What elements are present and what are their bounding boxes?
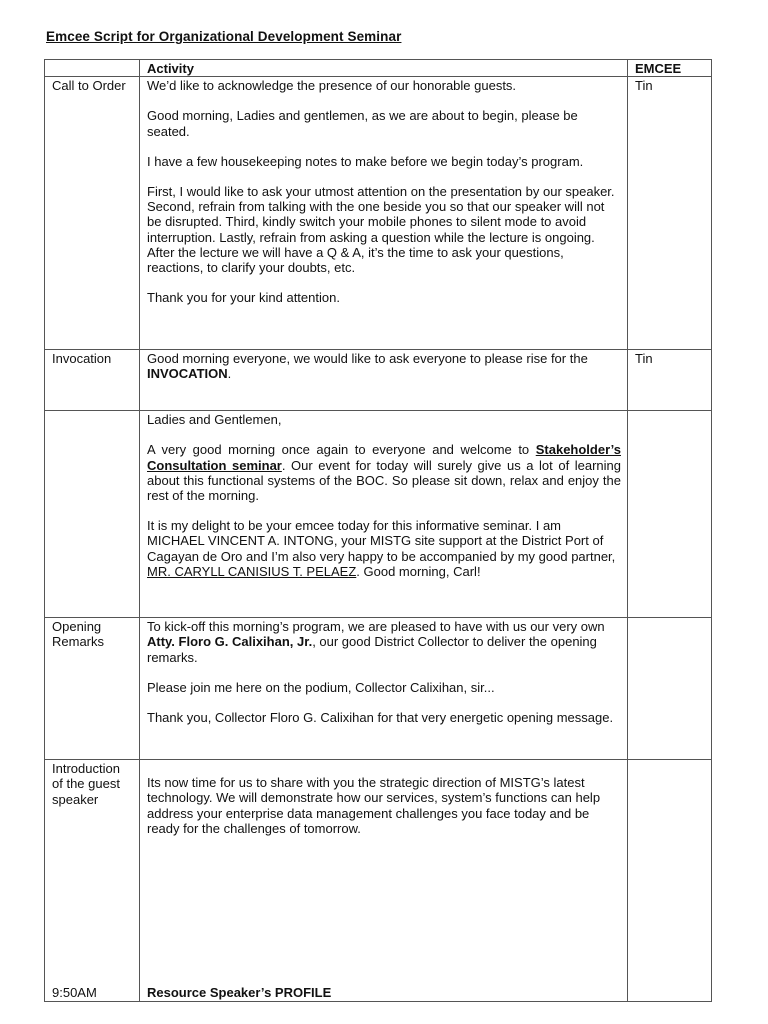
emcee-script-table	[44, 59, 712, 1002]
activity-cell	[140, 760, 628, 1002]
bold-underlined-text: Stakeholder’s Consultation seminar	[147, 442, 621, 473]
resource-speaker-profile-heading: Resource Speaker’s PROFILE	[147, 985, 332, 1000]
paragraph: Thank you for your kind attention.	[147, 290, 340, 306]
row-label: Invocation	[45, 350, 140, 411]
paragraph: We’d like to acknowledge the presence of our honorable guests.	[147, 78, 517, 94]
emcee-cell: Tin	[628, 350, 712, 411]
row-label-text: Introduction of the guest speaker	[52, 761, 120, 807]
underlined-text: MR. CARYLL CANISIUS T. PELAEZ	[147, 563, 357, 579]
activity-cell	[140, 350, 628, 411]
paragraph: First, I would like to ask your utmost attention on the presentation by our speaker. Second, refrain from talking with the one beside you so that our speaker will not be disrupted. Third, kindly switch your mobile phones to silent mode to avoid interruption. Lastly, refrain from asking a question while the lecture is ongoing. After the lecture we will have a Q & A, it’s the time to ask your questions, reactions, to clarify your doubts, etc.	[147, 184, 615, 276]
header-blank	[45, 60, 140, 77]
paragraph: I have a few housekeeping notes to make before we begin today’s program.	[147, 153, 584, 169]
paragraph: Good morning, Ladies and gentlemen, as we are about to begin, please be seated.	[147, 108, 578, 139]
text-run: Good morning everyone, we would like to ask everyone to please rise for the	[147, 351, 588, 367]
document-title: Emcee Script for Organizational Development Seminar	[46, 29, 402, 44]
activity-cell	[140, 618, 628, 760]
table-row-call-to-order	[45, 77, 712, 350]
emcee-cell: Tin	[628, 77, 712, 350]
paragraph: Thank you, Collector Floro G. Calixihan for that very energetic opening message.	[147, 710, 614, 726]
text-run: . Our event for today will surely give us a lot of learning about this functional systems of the BOC. So please sit down, relax and enjoy the rest of the morning.	[147, 457, 621, 504]
activity-cell	[140, 77, 628, 350]
paragraph	[147, 518, 621, 579]
time-label: 9:50AM	[52, 985, 97, 1000]
table-row-invocation	[45, 350, 712, 411]
bold-text: INVOCATION	[147, 366, 228, 382]
header-emcee: EMCEE	[628, 60, 712, 77]
paragraph	[147, 442, 621, 503]
table-row-guest-speaker	[45, 760, 712, 1002]
emcee-cell	[628, 618, 712, 760]
table-header-row	[45, 60, 712, 77]
text-run: It is my delight to be your emcee today for this informative seminar. I am MICHAEL VINCENT A. INTONG, your MISTG site support at the District Port of Cagayan de Oro and I’m also very happy to be accompanied by my good partner,	[147, 518, 616, 564]
row-label: Call to Order	[45, 77, 140, 350]
table-row-welcome	[45, 411, 712, 618]
text-run: .	[227, 366, 232, 382]
row-label: Opening Remarks	[45, 618, 140, 760]
table-row-opening-remarks	[45, 618, 712, 760]
text-run: . Good morning, Carl!	[356, 563, 481, 579]
emcee-cell	[628, 411, 712, 618]
row-label	[45, 760, 140, 1002]
text-run: To kick-off this morning’s program, we are pleased to have with us our very own	[147, 619, 605, 635]
paragraph: Ladies and Gentlemen,	[147, 412, 282, 428]
text-run: , our good District Collector to deliver the opening remarks.	[147, 634, 597, 665]
bold-text: Atty. Floro G. Calixihan, Jr.	[147, 634, 313, 650]
text-run: A very good morning once again to everyone and welcome to	[147, 442, 536, 458]
activity-cell	[140, 411, 628, 618]
row-label	[45, 411, 140, 618]
emcee-cell	[628, 760, 712, 1002]
paragraph	[147, 619, 621, 665]
paragraph: Its now time for us to share with you the strategic direction of MISTG’s latest technology. We will demonstrate how our services, system’s functions can help address your enterprise data management challenges you face today and be ready for the challenges of tomorrow.	[147, 775, 601, 836]
paragraph: Please join me here on the podium, Collector Calixihan, sir...	[147, 679, 495, 695]
header-activity: Activity	[140, 60, 628, 77]
